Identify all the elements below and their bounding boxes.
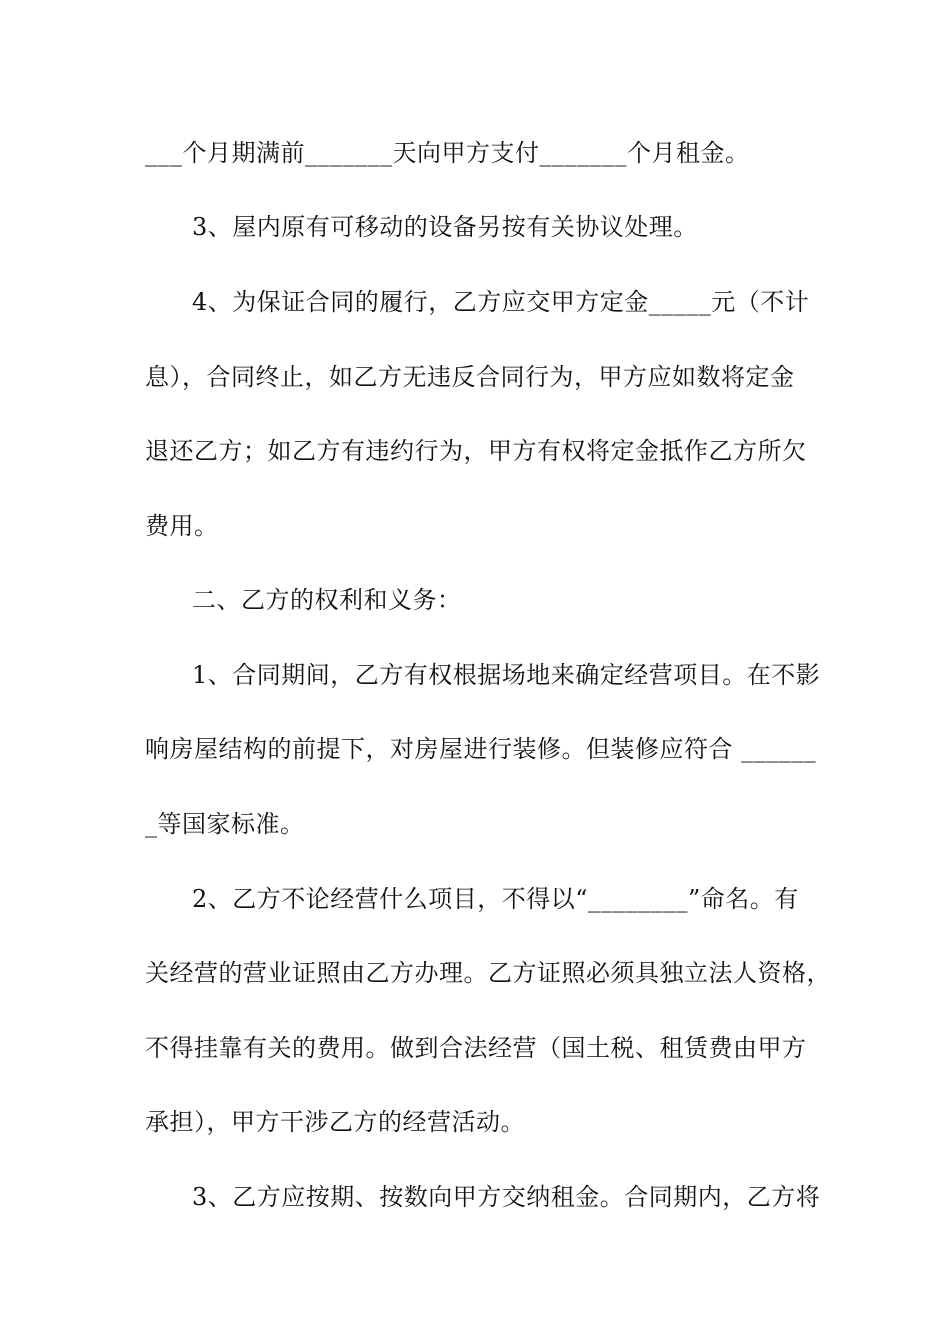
paragraph-line: 退还乙方；如乙方有违约行为，甲方有权将定金抵作乙方所欠: [145, 437, 807, 465]
paragraph-line: 4、为保证合同的履行，乙方应交甲方定金_____元（不计: [192, 288, 810, 316]
paragraph-line: 不得挂靠有关的费用。做到合法经营（国土税、租赁费由甲方: [145, 1034, 807, 1062]
paragraph-line: 关经营的营业证照由乙方办理。乙方证照必须具独立法人资格，: [145, 959, 831, 987]
paragraph-line: 费用。: [145, 512, 219, 540]
section-heading: 二、乙方的权利和义务：: [192, 586, 462, 614]
paragraph-line: 3、乙方应按期、按数向甲方交纳租金。合同期内，乙方将: [192, 1183, 821, 1211]
paragraph-line: 息），合同终止，如乙方无违反合同行为，甲方应如数将定金: [145, 363, 795, 391]
paragraph-line: 3、屋内原有可移动的设备另按有关协议处理。: [192, 213, 698, 241]
paragraph-line: 承担），甲方干涉乙方的经营活动。: [145, 1108, 525, 1136]
paragraph-line: ___个月期满前_______天向甲方支付_______个月租金。: [145, 139, 750, 167]
paragraph-line: 响房屋结构的前提下，对房屋进行装修。但装修应符合 ______: [145, 735, 817, 763]
paragraph-line: _等国家标准。: [145, 810, 305, 838]
paragraph-line: 1、合同期间，乙方有权根据场地来确定经营项目。在不影: [192, 661, 821, 689]
paragraph-line: 2、乙方不论经营什么项目，不得以“________”命名。有: [192, 885, 799, 913]
